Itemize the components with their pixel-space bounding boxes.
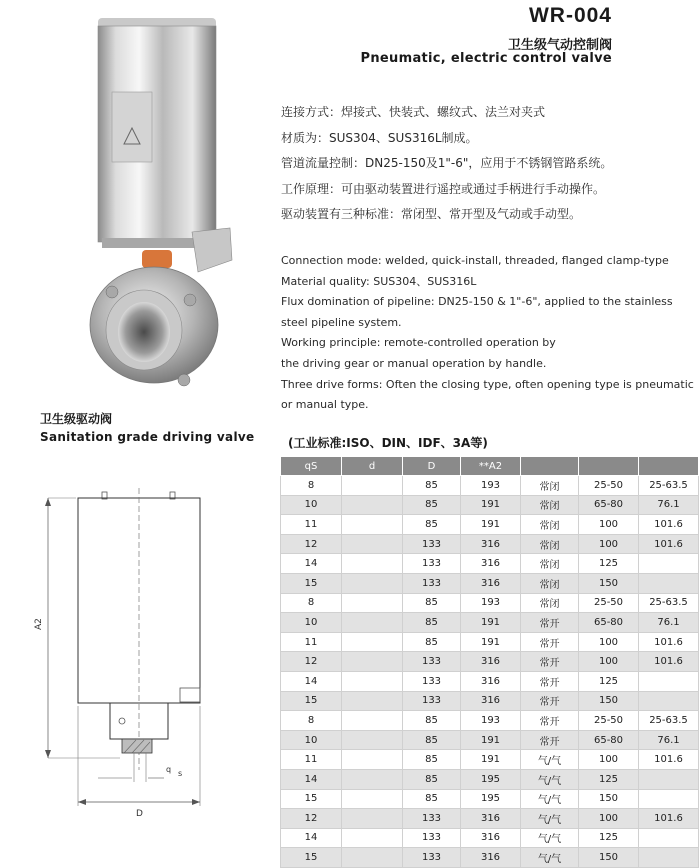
table-cell: 133 (403, 828, 461, 848)
column-header: qS (281, 457, 342, 476)
drive-valve-title-cn: 卫生级驱动阀 (40, 412, 113, 426)
table-cell (342, 691, 403, 711)
table-cell: 76.1 (639, 613, 699, 633)
table-cell: 气/气 (521, 848, 579, 868)
table-row (281, 769, 699, 789)
table-cell: 133 (403, 652, 461, 672)
table-cell: 316 (461, 848, 521, 868)
table-cell: 150 (579, 691, 639, 711)
column-header: d (342, 457, 403, 476)
table-cell (342, 554, 403, 574)
table-row (281, 476, 699, 496)
table-cell: 常开 (521, 652, 579, 672)
table-cell: 11 (281, 632, 342, 652)
table-cell: 193 (461, 593, 521, 613)
table-cell: 85 (403, 613, 461, 633)
table-cell (342, 573, 403, 593)
table-row (281, 750, 699, 770)
standards-caption: (工业标准:ISO、DIN、IDF、3A等) (288, 436, 488, 450)
table-cell: 101.6 (639, 809, 699, 829)
dimension-a2-label: A2 (34, 618, 44, 630)
table-cell: 常闭 (521, 554, 579, 574)
desc-en-line: Working principle: remote-controlled operation by (281, 336, 556, 350)
table-cell: 100 (579, 632, 639, 652)
table-cell: 15 (281, 789, 342, 809)
table-cell: 125 (579, 769, 639, 789)
desc-en-line: Material quality: SUS304、SUS316L (281, 274, 477, 288)
table-cell: 85 (403, 711, 461, 731)
table-row (281, 789, 699, 809)
table-cell: 195 (461, 789, 521, 809)
table-cell (342, 730, 403, 750)
table-cell: 191 (461, 632, 521, 652)
table-cell (342, 809, 403, 829)
table-cell: 85 (403, 769, 461, 789)
table-row (281, 652, 699, 672)
table-cell: 316 (461, 809, 521, 829)
table-cell: 14 (281, 769, 342, 789)
table-cell: 133 (403, 691, 461, 711)
desc-cn-line: 连接方式：焊接式、快装式、螺纹式、法兰对夹式 (281, 105, 546, 119)
column-header (521, 457, 579, 476)
table-cell (639, 848, 699, 868)
table-cell: 12 (281, 652, 342, 672)
table-cell: 85 (403, 495, 461, 515)
product-title-cn: 卫生级气动控制阀 (507, 38, 612, 53)
dimension-q-label: q (166, 765, 172, 774)
table-cell: 14 (281, 828, 342, 848)
table-cell: 气/气 (521, 769, 579, 789)
table-cell (342, 848, 403, 868)
table-cell: 133 (403, 671, 461, 691)
table-cell: 100 (579, 652, 639, 672)
table-cell: 193 (461, 476, 521, 496)
table-cell: 气/气 (521, 828, 579, 848)
table-cell: 150 (579, 573, 639, 593)
table-cell: 常闭 (521, 573, 579, 593)
table-cell: 316 (461, 554, 521, 574)
table-cell: 101.6 (639, 632, 699, 652)
table-cell (639, 828, 699, 848)
table-cell: 25-63.5 (639, 593, 699, 613)
table-cell (639, 769, 699, 789)
table-cell: 85 (403, 730, 461, 750)
spec-table (280, 456, 699, 868)
table-cell: 8 (281, 711, 342, 731)
table-cell (342, 476, 403, 496)
table-cell: 133 (403, 573, 461, 593)
table-cell (342, 789, 403, 809)
table-cell: 125 (579, 671, 639, 691)
table-cell: 191 (461, 495, 521, 515)
column-header: **A2 (461, 457, 521, 476)
table-cell: 15 (281, 691, 342, 711)
table-row (281, 593, 699, 613)
table-cell (342, 711, 403, 731)
table-cell (639, 554, 699, 574)
desc-en-line: Connection mode: welded, quick-install, threaded, flanged clamp-type (281, 254, 669, 267)
table-cell: 133 (403, 848, 461, 868)
table-cell: 316 (461, 534, 521, 554)
table-row (281, 573, 699, 593)
desc-cn-line: 材质为：SUS304、SUS316L制成。 (281, 130, 478, 145)
table-cell: 常开 (521, 691, 579, 711)
table-cell: 85 (403, 593, 461, 613)
table-cell: 25-50 (579, 711, 639, 731)
table-row (281, 809, 699, 829)
table-cell: 常闭 (521, 495, 579, 515)
desc-en-line: Flux domination of pipeline: DN25-150 & 1"-6", applied to the stainless (281, 295, 673, 309)
product-title-en: Pneumatic, electric control valve (360, 51, 612, 66)
table-cell: 11 (281, 750, 342, 770)
table-cell (342, 828, 403, 848)
table-cell: 15 (281, 848, 342, 868)
description-en (281, 251, 696, 416)
table-cell: 气/气 (521, 809, 579, 829)
table-cell: 25-50 (579, 593, 639, 613)
table-cell: 常开 (521, 632, 579, 652)
table-cell (342, 534, 403, 554)
table-cell: 191 (461, 750, 521, 770)
table-row (281, 534, 699, 554)
table-row (281, 671, 699, 691)
table-cell: 常闭 (521, 593, 579, 613)
table-cell: 76.1 (639, 730, 699, 750)
table-cell: 150 (579, 848, 639, 868)
table-cell: 133 (403, 809, 461, 829)
table-cell (639, 789, 699, 809)
desc-en-line: or manual type. (281, 398, 369, 412)
table-cell: 10 (281, 730, 342, 750)
table-cell: 11 (281, 515, 342, 535)
table-cell: 25-63.5 (639, 711, 699, 731)
table-cell: 195 (461, 769, 521, 789)
dimension-s-label: s (178, 769, 183, 778)
table-cell: 85 (403, 750, 461, 770)
table-row (281, 632, 699, 652)
table-cell: 191 (461, 515, 521, 535)
table-cell (342, 750, 403, 770)
table-row (281, 613, 699, 633)
desc-cn-line: 管道流量控制：DN25-150及1"-6"，应用于不锈钢管路系统。 (281, 156, 613, 171)
description-cn (281, 100, 691, 228)
table-cell (639, 691, 699, 711)
product-model: WR-004 (528, 4, 612, 27)
table-cell: 14 (281, 554, 342, 574)
column-header: D (403, 457, 461, 476)
table-cell: 100 (579, 515, 639, 535)
table-row (281, 495, 699, 515)
table-cell (342, 769, 403, 789)
table-cell: 常闭 (521, 515, 579, 535)
table-cell: 10 (281, 613, 342, 633)
table-cell: 76.1 (639, 495, 699, 515)
table-cell: 25-63.5 (639, 476, 699, 496)
table-cell: 气/气 (521, 750, 579, 770)
desc-cn-line: 工作原理：可由驱动装置进行遥控或通过手柄进行手动操作。 (281, 181, 606, 196)
table-cell: 8 (281, 593, 342, 613)
table-row (281, 691, 699, 711)
table-cell: 25-50 (579, 476, 639, 496)
table-cell: 191 (461, 730, 521, 750)
table-cell: 316 (461, 691, 521, 711)
table-cell: 65-80 (579, 730, 639, 750)
table-cell: 101.6 (639, 515, 699, 535)
table-cell: 316 (461, 671, 521, 691)
table-cell: 193 (461, 711, 521, 731)
table-cell: 101.6 (639, 652, 699, 672)
technical-drawing (28, 470, 250, 830)
table-cell: 10 (281, 495, 342, 515)
drive-valve-title-en: Sanitation grade driving valve (40, 430, 255, 444)
table-cell: 191 (461, 613, 521, 633)
table-cell (342, 515, 403, 535)
table-cell (639, 671, 699, 691)
table-cell: 85 (403, 476, 461, 496)
table-cell: 133 (403, 554, 461, 574)
desc-en-line: Three drive forms: Often the closing type, often opening type is pneumatic (281, 377, 694, 391)
table-cell: 常开 (521, 613, 579, 633)
table-cell: 85 (403, 789, 461, 809)
table-cell: 100 (579, 534, 639, 554)
table-row (281, 848, 699, 868)
table-row (281, 515, 699, 535)
table-cell: 14 (281, 671, 342, 691)
dimension-d-label: D (136, 809, 143, 819)
column-header (579, 457, 639, 476)
table-cell: 101.6 (639, 750, 699, 770)
table-cell: 125 (579, 554, 639, 574)
table-row (281, 828, 699, 848)
table-cell: 85 (403, 632, 461, 652)
table-cell (342, 613, 403, 633)
table-header-row (281, 457, 699, 476)
table-cell: 65-80 (579, 613, 639, 633)
table-cell: 常闭 (521, 534, 579, 554)
table-cell: 常开 (521, 671, 579, 691)
table-cell (639, 573, 699, 593)
table-cell: 常开 (521, 730, 579, 750)
table-cell (342, 495, 403, 515)
table-cell (342, 593, 403, 613)
desc-cn-line: 驱动装置有三种标准：常闭型、常开型及气动或手动型。 (281, 207, 582, 222)
table-cell: 气/气 (521, 789, 579, 809)
desc-en-line: the driving gear or manual operation by handle. (281, 356, 547, 370)
valve-photo (72, 0, 242, 400)
table-cell: 316 (461, 573, 521, 593)
table-row (281, 730, 699, 750)
table-row (281, 711, 699, 731)
table-cell (342, 671, 403, 691)
table-cell: 15 (281, 573, 342, 593)
table-cell: 100 (579, 750, 639, 770)
desc-en-line: steel pipeline system. (281, 315, 402, 329)
table-cell: 65-80 (579, 495, 639, 515)
table-cell: 316 (461, 652, 521, 672)
table-cell: 85 (403, 515, 461, 535)
column-header (639, 457, 699, 476)
table-cell: 133 (403, 534, 461, 554)
table-row (281, 554, 699, 574)
table-cell: 12 (281, 534, 342, 554)
table-cell: 150 (579, 789, 639, 809)
table-cell: 316 (461, 828, 521, 848)
table-cell: 12 (281, 809, 342, 829)
table-cell: 常闭 (521, 476, 579, 496)
table-cell: 125 (579, 828, 639, 848)
table-cell (342, 652, 403, 672)
table-cell: 101.6 (639, 534, 699, 554)
table-cell: 8 (281, 476, 342, 496)
table-cell (342, 632, 403, 652)
table-cell: 100 (579, 809, 639, 829)
table-cell: 常开 (521, 711, 579, 731)
